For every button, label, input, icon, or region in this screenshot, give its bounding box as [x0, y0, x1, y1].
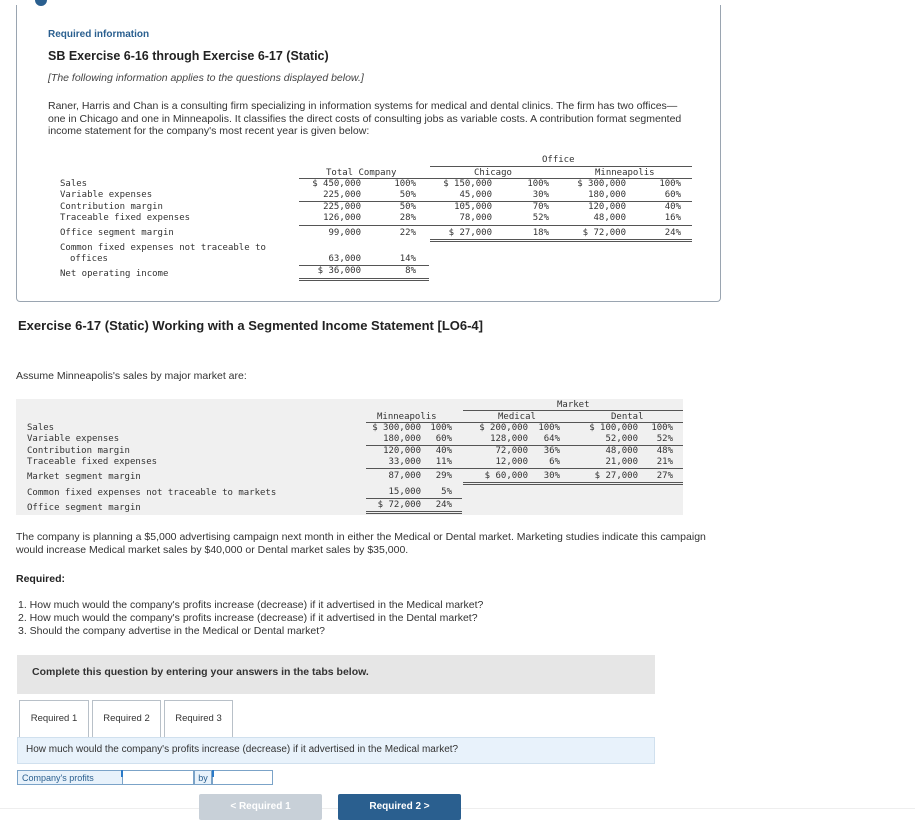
- question-text: How much would the company's profits increase (decrease) if it advertised in the Medical market?: [26, 744, 459, 755]
- tab-required-1[interactable]: Required 1: [19, 700, 89, 737]
- col-header-minneapolis: Minneapolis: [595, 168, 655, 178]
- row-label: Contribution margin: [27, 446, 130, 456]
- sum-rule: [366, 511, 462, 512]
- cell: 100%: [659, 179, 681, 189]
- by-label: by: [194, 770, 212, 785]
- col-header-dental: Dental: [611, 412, 644, 422]
- header-rule: [430, 166, 692, 167]
- cell: 120,000: [588, 202, 626, 212]
- cell: 8%: [405, 266, 416, 276]
- next-button[interactable]: Required 2 >: [338, 794, 461, 820]
- cell: 24%: [664, 228, 681, 238]
- cell: 64%: [543, 434, 560, 444]
- cell: $ 60,000: [484, 471, 528, 481]
- cell: 5%: [441, 487, 452, 497]
- cell: 52%: [532, 213, 549, 223]
- cell: $ 300,000: [372, 423, 421, 433]
- row-label: Variable expenses: [27, 434, 120, 444]
- sum-rule: [366, 498, 462, 499]
- cell: 15,000: [388, 487, 421, 497]
- profit-amount-input[interactable]: [212, 770, 273, 785]
- row-label: Common fixed expenses not traceable to markets: [27, 488, 277, 498]
- cell: 48,000: [593, 213, 626, 223]
- cell: $ 72,000: [582, 228, 626, 238]
- group-header-market: Market: [557, 400, 590, 410]
- cell: 33,000: [388, 457, 421, 467]
- cell: 21,000: [605, 457, 638, 467]
- tab-required-2[interactable]: Required 2: [92, 700, 161, 738]
- required-item-2: 2. How much would the company's profits increase (decrease) if it advertised in the Dental market?: [18, 612, 478, 624]
- sum-rule: [299, 278, 429, 279]
- cell: 52%: [656, 434, 673, 444]
- cell: 29%: [435, 471, 452, 481]
- row-label: Market segment margin: [27, 472, 141, 482]
- instructions-text: Complete this question by entering your answers in the tabs below.: [32, 666, 369, 678]
- row-label: Office segment margin: [60, 228, 174, 238]
- cell: 100%: [538, 423, 560, 433]
- cell: 24%: [435, 500, 452, 510]
- double-rule: [430, 241, 692, 242]
- row-label: Variable expenses: [60, 190, 153, 200]
- cell: 30%: [532, 190, 549, 200]
- cell: 100%: [527, 179, 549, 189]
- cell: 60%: [664, 190, 681, 200]
- cell: 50%: [399, 202, 416, 212]
- increase-decrease-select[interactable]: [122, 770, 194, 785]
- cell: 225,000: [323, 190, 361, 200]
- cell: 99,000: [328, 228, 361, 238]
- col-header-minneapolis: Minneapolis: [377, 412, 437, 422]
- double-rule: [463, 484, 683, 485]
- cell: 100%: [651, 423, 673, 433]
- row-label: Common fixed expenses not traceable to: [60, 243, 266, 253]
- cell: 63,000: [328, 254, 361, 264]
- description: Raner, Harris and Chan is a consulting firm specializing in information systems for medical and dental clinics. The firm has two offices—one in Chicago and one in Minneapolis. It classifies the direct costs of consulting jobs as variable costs. A contribution format segmented income statement for the company's most recent year is given below:: [48, 100, 682, 137]
- plan-text: The company is planning a $5,000 advertising campaign next month in either the Medical or Dental market. Marketing studies indicate this campaign would increase Medical market sales by $40,000 or Dental market sales by $35,000.: [16, 531, 706, 556]
- sum-rule: [430, 239, 692, 240]
- row-label: Net operating income: [60, 269, 169, 279]
- cell: 18%: [532, 228, 549, 238]
- cell: $ 300,000: [577, 179, 626, 189]
- double-rule: [366, 513, 462, 514]
- required-heading: Required:: [16, 573, 66, 585]
- cell: $ 72,000: [377, 500, 421, 510]
- double-rule: [299, 280, 429, 281]
- cell: 70%: [532, 202, 549, 212]
- cell: 126,000: [323, 213, 361, 223]
- cell: 48%: [656, 446, 673, 456]
- tab-required-3[interactable]: Required 3: [164, 700, 233, 738]
- cell: 21%: [656, 457, 673, 467]
- cell: 87,000: [388, 471, 421, 481]
- cell: 100%: [394, 179, 416, 189]
- cell: $ 100,000: [589, 423, 638, 433]
- cell: $ 36,000: [317, 266, 361, 276]
- cell: 52,000: [605, 434, 638, 444]
- cell: 27%: [656, 471, 673, 481]
- cell: 180,000: [588, 190, 626, 200]
- cell: 11%: [435, 457, 452, 467]
- cell: 72,000: [495, 446, 528, 456]
- cell: 225,000: [323, 202, 361, 212]
- col-header-medical: Medical: [498, 412, 536, 422]
- cell: 28%: [399, 213, 416, 223]
- cell: 60%: [435, 434, 452, 444]
- cell: 16%: [664, 213, 681, 223]
- cell: 14%: [399, 254, 416, 264]
- cell: 120,000: [383, 446, 421, 456]
- cell: 78,000: [459, 213, 492, 223]
- cell: 40%: [664, 202, 681, 212]
- cell: $ 27,000: [594, 471, 638, 481]
- exercise-title: SB Exercise 6-16 through Exercise 6-17 (Static): [48, 49, 329, 63]
- cell: 12,000: [495, 457, 528, 467]
- sum-rule: [463, 482, 683, 483]
- company-profits-label: Company's profits: [17, 770, 123, 785]
- cell: 48,000: [605, 446, 638, 456]
- cell: $ 200,000: [479, 423, 528, 433]
- row-label: Office segment margin: [27, 503, 141, 513]
- assume-text: Assume Minneapolis's sales by major market are:: [16, 370, 247, 382]
- row-label: Sales: [60, 179, 88, 189]
- info-heading: Required information: [48, 29, 150, 40]
- exercise-17-title: Exercise 6-17 (Static) Working with a Segmented Income Statement [LO6-4]: [18, 318, 483, 333]
- cell: 50%: [399, 190, 416, 200]
- cell: 36%: [543, 446, 560, 456]
- sum-rule: [366, 468, 683, 469]
- group-header-office: Office: [542, 155, 575, 165]
- sum-rule: [299, 225, 692, 226]
- cell: 100%: [430, 423, 452, 433]
- row-label: Traceable fixed expenses: [27, 457, 158, 467]
- cell: $ 150,000: [443, 179, 492, 189]
- header-rule: [463, 410, 683, 411]
- cell: 22%: [399, 228, 416, 238]
- cell: 6%: [549, 457, 560, 467]
- required-item-1: 1. How much would the company's profits increase (decrease) if it advertised in the Medical market?: [18, 599, 484, 611]
- cell: $ 27,000: [448, 228, 492, 238]
- prev-button[interactable]: < Required 1: [199, 794, 322, 820]
- cell: $ 450,000: [312, 179, 361, 189]
- row-label: Sales: [27, 423, 55, 433]
- row-label: Traceable fixed expenses: [60, 213, 191, 223]
- cell: 30%: [543, 471, 560, 481]
- cell: 45,000: [459, 190, 492, 200]
- cell: 180,000: [383, 434, 421, 444]
- cell: 128,000: [490, 434, 528, 444]
- row-label: offices: [70, 254, 108, 264]
- cell: 40%: [435, 446, 452, 456]
- applies-note: [The following information applies to the questions displayed below.]: [48, 72, 364, 84]
- input-marker: [212, 770, 214, 777]
- cell: 105,000: [454, 202, 492, 212]
- row-label: Contribution margin: [60, 202, 163, 212]
- required-item-3: 3. Should the company advertise in the Medical or Dental market?: [18, 625, 325, 637]
- col-header-chicago: Chicago: [474, 168, 512, 178]
- col-header-total: Total Company: [326, 168, 397, 178]
- select-marker: [121, 770, 123, 777]
